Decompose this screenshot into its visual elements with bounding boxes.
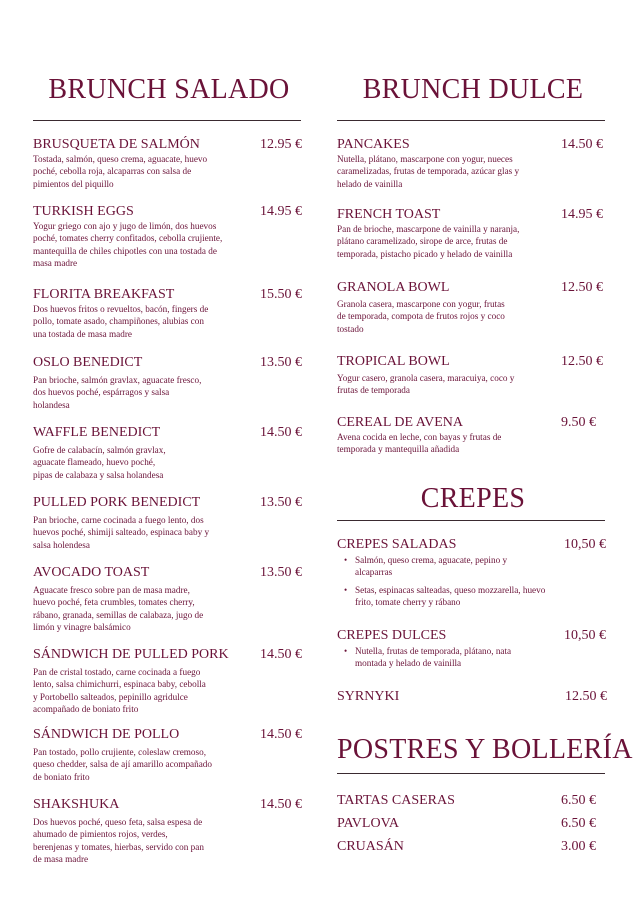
item-description: Pan brioche, salmón gravlax, aguacate fresco, dos huevos poché, espárragos y salsa holandesa <box>33 375 202 410</box>
item-description: Pan de brioche, mascarpone de vainilla y naranja, plátano caramelizado, sirope de arce, frutas de temporada, pistacho picado y helado de vainilla <box>337 224 520 259</box>
item-description: Dos huevos poché, queso feta, salsa espesa de ahumado de pimientos rojos, verdes, berenjenas y tomates, hierbas, servido con pan de masa madre <box>33 817 204 865</box>
item-price: 14.50 € <box>260 425 302 440</box>
item-name: OSLO BENEDICT <box>33 355 143 370</box>
item-price: 13.50 € <box>260 495 302 510</box>
item-description: Pan de cristal tostado, carne cocinada a fuego lento, salsa chimichurri, espinaca baby, cebolla y Portobello salteados, pepinillo agridulce acompañado de boniato frito <box>33 667 206 715</box>
item-name: GRANOLA BOWL <box>337 280 450 295</box>
item-name: TURKISH EGGS <box>33 204 134 219</box>
option: • Nutella, frutas de temporada, plátano, nata montada y helado de vainilla <box>337 645 587 670</box>
item-price: 6.50 € <box>561 816 596 831</box>
item-name: CREPES DULCES <box>337 628 447 643</box>
item-description: Pan tostado, pollo crujiente, coleslaw cremoso, queso chedder, salsa de ají amarillo acompañado de boniato frito <box>33 747 212 782</box>
item-price: 12.50 € <box>561 354 603 369</box>
item-price: 14.50 € <box>260 647 302 662</box>
item-description: Dos huevos fritos o revueltos, bacón, fingers de pollo, tomate asado, champiñones, alubias con una tostada de masa madre <box>33 304 209 339</box>
item-description: Granola casera, mascarpone con yogur, frutas de temporada, compota de frutos rojos y coco tostado <box>337 299 505 334</box>
item-price: 10,50 € <box>564 628 606 643</box>
option: • Setas, espinacas salteadas, queso mozzarella, huevo frito, tomate cherry y rábano <box>337 584 587 609</box>
postres-title: POSTRES Y BOLLERÍA <box>337 734 633 765</box>
item-description: Yogur griego con ajo y jugo de limón, dos huevos poché, tomates cherry confitados, cebolla crujiente, mantequilla de chiles chipotles con una tostada de masa madre <box>33 221 223 269</box>
item-description: Pan brioche, carne cocinada a fuego lento, dos huevos poché, shimiji salteado, espinaca baby y salsa holendesa <box>33 515 210 550</box>
item-name: SYRNYKI <box>337 689 400 704</box>
item-name: SHAKSHUKA <box>33 797 120 812</box>
item-price: 14.50 € <box>561 137 603 152</box>
divider <box>33 120 301 121</box>
item-description: Tostada, salmón, queso crema, aguacate, huevo poché, cebolla roja, alcaparras con salsa de pimientos del piquillo <box>33 154 208 189</box>
item-price: 14.50 € <box>260 727 302 742</box>
brunch-salado-title: BRUNCH SALADO <box>48 74 290 105</box>
brunch-dulce-title: BRUNCH DULCE <box>362 74 584 105</box>
item-name: AVOCADO TOAST <box>33 565 150 580</box>
crepes-title: CREPES <box>420 483 526 514</box>
item-name: PAVLOVA <box>337 816 399 831</box>
item-name: PULLED PORK BENEDICT <box>33 495 201 510</box>
item-price: 9.50 € <box>561 415 596 430</box>
item-price: 14.95 € <box>561 207 603 222</box>
item-name: TARTAS CASERAS <box>337 793 455 808</box>
item-description: Gofre de calabacín, salmón gravlax, aguacate flameado, huevo poché, pipas de calabaza y salsa holandesa <box>33 445 166 480</box>
item-price: 14.50 € <box>260 797 302 812</box>
item-description: Yogur casero, granola casera, maracuiya, coco y frutas de temporada <box>337 373 515 396</box>
item-name: FLORITA BREAKFAST <box>33 287 175 302</box>
item-name: CRUASÁN <box>337 839 404 854</box>
item-description: Avena cocida en leche, con bayas y frutas de temporada y mantequilla añadida <box>337 432 502 455</box>
item-price: 15.50 € <box>260 287 302 302</box>
item-name: SÁNDWICH DE PULLED PORK <box>33 647 229 662</box>
item-price: 14.95 € <box>260 204 302 219</box>
item-price: 12.50 € <box>561 280 603 295</box>
item-price: 10,50 € <box>564 537 606 552</box>
item-description: Nutella, plátano, mascarpone con yogur, nueces caramelizadas, frutas de temporada, azúcar glas y helado de vainilla <box>337 154 520 189</box>
item-options <box>337 554 587 614</box>
item-name: FRENCH TOAST <box>337 207 441 222</box>
item-price: 12.50 € <box>565 689 607 704</box>
divider <box>337 520 605 521</box>
item-name: SÁNDWICH DE POLLO <box>33 727 180 742</box>
item-price: 13.50 € <box>260 565 302 580</box>
item-name: PANCAKES <box>337 137 410 152</box>
item-name: CREPES SALADAS <box>337 537 457 552</box>
item-name: BRUSQUETA DE SALMÓN <box>33 137 200 152</box>
item-options <box>337 645 587 675</box>
item-name: WAFFLE BENEDICT <box>33 425 161 440</box>
item-description: Aguacate fresco sobre pan de masa madre, huevo poché, feta crumbles, tomates cherry, rábano, granada, semillas de calabaza, jugo de limón y vinagre balsámico <box>33 585 204 633</box>
item-name: CEREAL DE AVENA <box>337 415 463 430</box>
item-price: 13.50 € <box>260 355 302 370</box>
option: • Salmón, queso crema, aguacate, pepino y alcaparras <box>337 554 587 579</box>
item-price: 3.00 € <box>561 839 596 854</box>
item-price: 12.95 € <box>260 137 302 152</box>
divider <box>337 773 605 774</box>
item-name: TROPICAL BOWL <box>337 354 450 369</box>
item-price: 6.50 € <box>561 793 596 808</box>
divider <box>337 120 605 121</box>
